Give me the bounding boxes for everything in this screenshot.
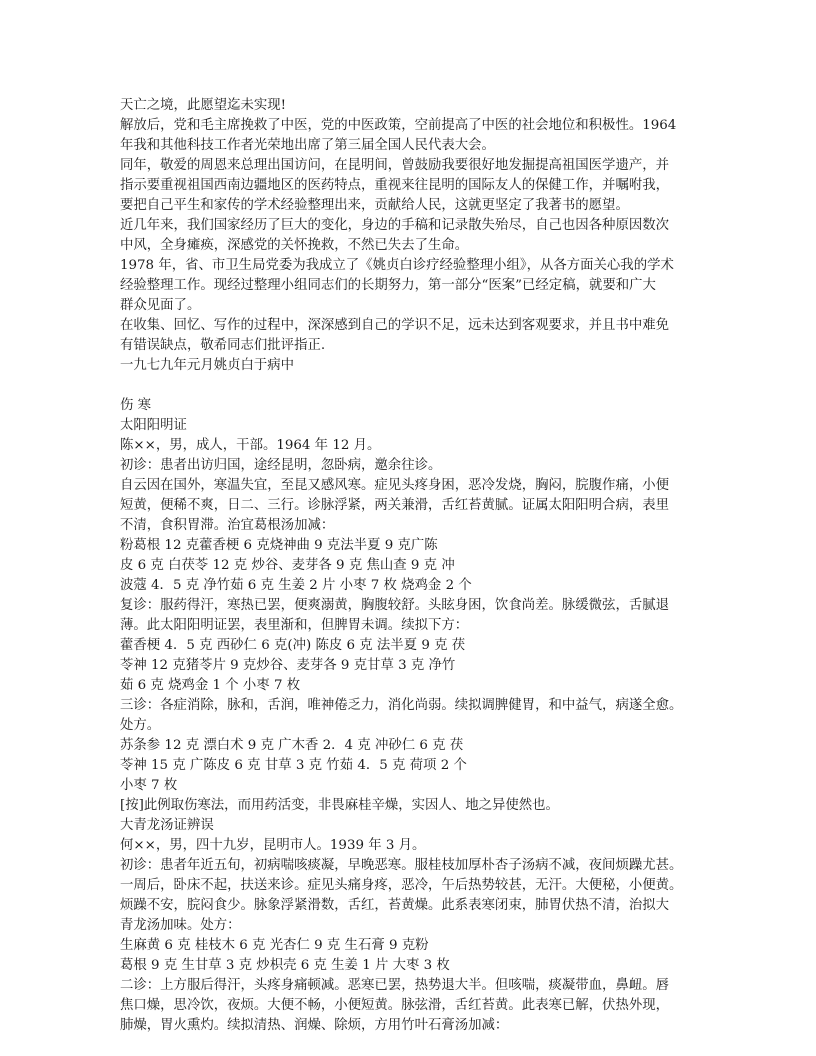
text-line: 青龙汤加味。处方： <box>120 918 241 933</box>
text-line: 经验整理工作。现经过整理小组同志们的长期努力，第一部分“医案”已经定稿，就要和广大 <box>120 278 656 293</box>
text-line: 太阳阳明证 <box>120 418 187 433</box>
text-line: 波蔻 4．5 克 净竹茹 6 克 生姜 2 片 小枣 7 枚 烧鸡金 2 个 <box>120 578 472 593</box>
text-line: 一九七九年元月姚贞白于病中 <box>120 358 295 373</box>
text-line: 初诊：患者年近五旬，初病喘咳痰凝，早晚恶寒。服桂枝加厚朴杏子汤病不减，夜间烦躁尤甚。 <box>120 858 683 873</box>
text-line: 处方。 <box>120 718 161 733</box>
text-line: 近几年来，我们国家经历了巨大的变化，身边的手稿和记录散失殆尽，自己也因各种原因数次 <box>120 218 670 233</box>
text-line: 解放后，党和毛主席挽救了中医，党的中医政策，空前提高了中医的社会地位和积极性。1964 <box>120 118 677 133</box>
text-line: 不清，食积胃滞。治宜葛根汤加减： <box>120 518 335 533</box>
text-line: 天亡之境，此愿望迄未实现! <box>120 98 287 113</box>
text-line: 二诊：上方服后得汗，头疼身痛顿减。恶寒已罢，热势退大半。但咳喘，痰凝带血，鼻衄。唇 <box>120 978 670 993</box>
text-line: 大青龙汤证辨误 <box>120 818 214 833</box>
text-line: 粉葛根 12 克藿香梗 6 克烧神曲 9 克法半夏 9 克广陈 <box>120 538 438 553</box>
text-line: 皮 6 克 白茯苓 12 克 炒谷、麦芽各 9 克 焦山查 9 克 冲 <box>120 558 455 573</box>
text-line: 指示要重视祖国西南边疆地区的医药特点，重视来往昆明的国际友人的保健工作，并嘱咐我， <box>120 178 670 193</box>
text-line: 伤 寒 <box>120 398 152 413</box>
text-line: 藿香梗 4．5 克 西砂仁 6 克(冲) 陈皮 6 克 法半夏 9 克 茯 <box>120 638 466 653</box>
text-line: 苓神 12 克猪苓片 9 克炒谷、麦芽各 9 克甘草 3 克 净竹 <box>120 658 456 673</box>
text-line: 中风，全身瘫痪，深感党的关怀挽救，不然已失去了生命。 <box>120 238 469 253</box>
text-line: 烦躁不安，脘闷食少。脉象浮紧滑数，舌红，苔黄燥。此系表寒闭束，肺胃伏热不清，治拟大 <box>120 898 670 913</box>
text-line: 同年，敬爱的周恩来总理出国访问，在昆明间，曾鼓励我要很好地发掘提高祖国医学遗产，并 <box>120 158 670 173</box>
text-line: 有错误缺点，敬希同志们批评指正. <box>120 338 326 353</box>
text-line: 葛根 9 克 生甘草 3 克 炒枳壳 6 克 生姜 1 片 大枣 3 枚 <box>120 958 450 973</box>
text-line: 肺燥，胃火熏灼。续拟清热、润燥、除烦，方用竹叶石膏汤加减： <box>120 1018 509 1033</box>
text-line: 生麻黄 6 克 桂枝木 6 克 光杏仁 9 克 生石膏 9 克粉 <box>120 938 429 953</box>
text-line: 复诊：服药得汗，寒热已罢，便爽溺黄，胸腹较舒。头眩身困，饮食尚差。脉缓微弦，舌腻退 <box>120 598 670 613</box>
text-line: 在收集、回忆、写作的过程中，深深感到自己的学识不足，远未达到客观要求，并且书中难免 <box>120 318 670 333</box>
text-line: 年我和其他科技工作者光荣地出席了第三届全国人民代表大会。 <box>120 138 495 153</box>
text-line: [按]此例取伤寒法，而用药活变，非畏麻桂辛燥，实因人、地之异使然也。 <box>120 798 559 813</box>
blank-line <box>120 376 720 396</box>
text-line: 初诊：患者出访归国，途经昆明，忽卧病，邀余往诊。 <box>120 458 442 473</box>
text-line: 焦口燥，思冷饮，夜烦。大便不畅，小便短黄。脉弦滑，舌红苔黄。此表寒已解，伏热外现， <box>120 998 670 1013</box>
text-line: 薄。此太阳阳明证罢，表里渐和，但脾胃未调。续拟下方： <box>120 618 469 633</box>
text-line: 三诊：各症消除，脉和，舌润，唯神倦乏力，消化尚弱。续拟调脾健胃，和中益气，病遂全愈。 <box>120 698 683 713</box>
text-line: 群众见面了。 <box>120 298 201 313</box>
text-line: 陈××，男，成人，干部。1964 年 12 月。 <box>120 438 381 453</box>
document-page <box>120 96 720 1036</box>
text-line: 1978 年，省、市卫生局党委为我成立了《姚贞白诊疗经验整理小组》，从各方面关心我的学术 <box>120 258 674 273</box>
text-line: 茹 6 克 烧鸡金 1 个 小枣 7 枚 <box>120 678 301 693</box>
text-line: 何××，男，四十九岁，昆明市人。1939 年 3 月。 <box>120 838 426 853</box>
text-line: 自云因在国外，寒温失宜，至昆又感风寒。症见头疼身困，恶冷发烧，胸闷，脘腹作痛，小便 <box>120 478 670 493</box>
text-line: 苓神 15 克 广陈皮 6 克 甘草 3 克 竹茹 4．5 克 荷项 2 个 <box>120 758 467 773</box>
text-line: 苏条参 12 克 漂白术 9 克 广木香 2．4 克 冲砂仁 6 克 茯 <box>120 738 464 753</box>
text-line: 要把自己平生和家传的学术经验整理出来，贡献给人民，这就更坚定了我著书的愿望。 <box>120 198 629 213</box>
text-line: 小枣 7 枚 <box>120 778 178 793</box>
text-line: 短黄，便稀不爽，日二、三行。诊脉浮紧，两关兼滑，舌红苔黄腻。证属太阳阳明合病，表里 <box>120 498 670 513</box>
text-line: 一周后，卧床不起，扶送来诊。症见头痛身疼，恶冷，午后热势较甚，无汗。大便秘，小便黄。 <box>120 878 683 893</box>
